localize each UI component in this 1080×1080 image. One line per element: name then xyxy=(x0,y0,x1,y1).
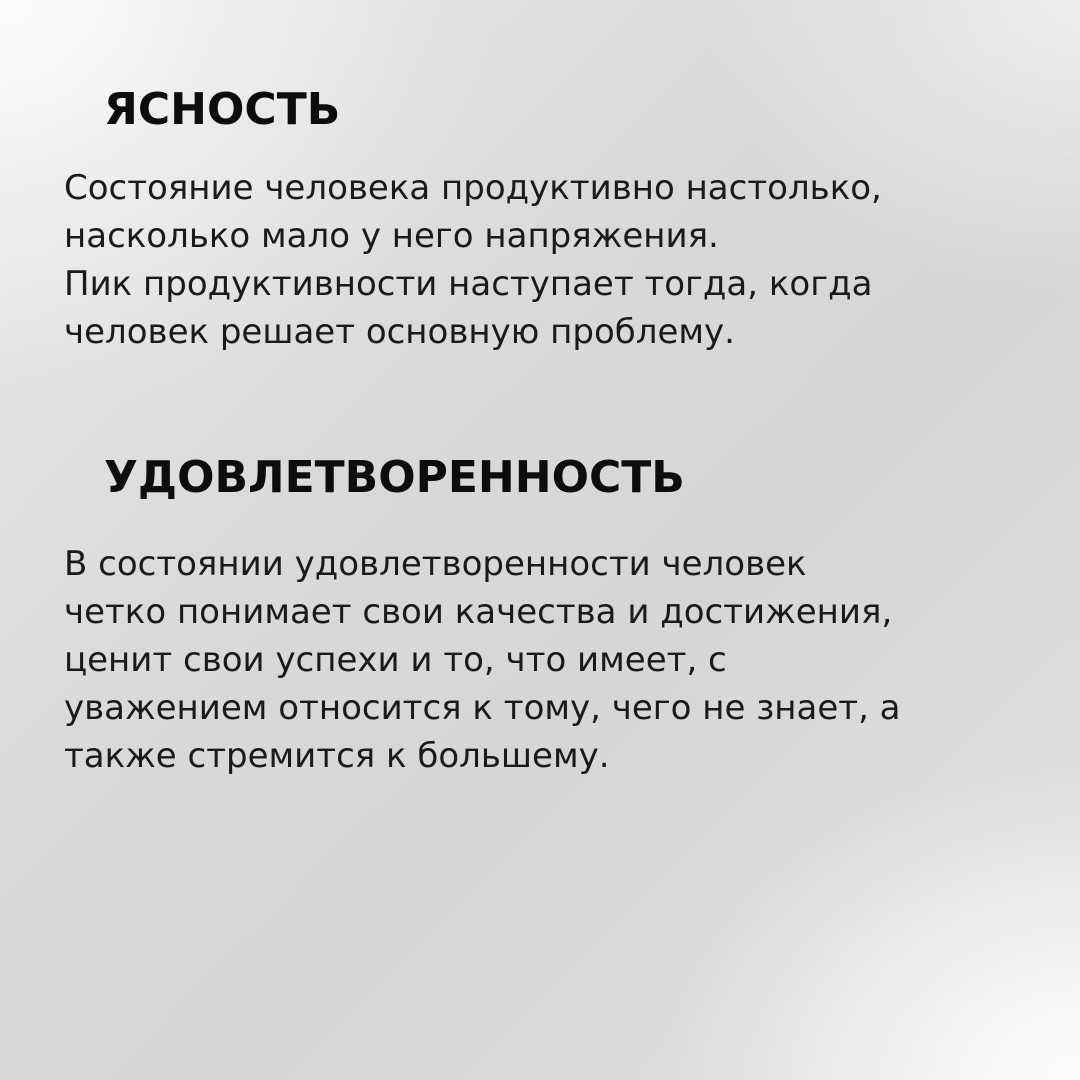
body-line: Состояние человека продуктивно настолько, xyxy=(64,168,882,208)
body-line: уважением относится к тому, чего не знает, а xyxy=(64,688,901,728)
section-body-satisfaction xyxy=(64,540,1054,780)
body-line: человек решает основную проблему. xyxy=(64,312,735,352)
section-body-clarity xyxy=(64,164,1054,356)
body-line: В состоянии удовлетворенности человек xyxy=(64,544,807,584)
section-title-clarity: ЯСНОСТЬ xyxy=(104,84,341,135)
body-line: также стремится к большему. xyxy=(64,736,610,776)
section-title-satisfaction: УДОВЛЕТВОРЕННОСТЬ xyxy=(104,452,685,503)
body-line: Пик продуктивности наступает тогда, когда xyxy=(64,264,873,304)
body-line: ценит свои успехи и то, что имеет, с xyxy=(64,640,727,680)
body-line: насколько мало у него напряжения. xyxy=(64,216,719,256)
body-line: четко понимает свои качества и достижения, xyxy=(64,592,893,632)
